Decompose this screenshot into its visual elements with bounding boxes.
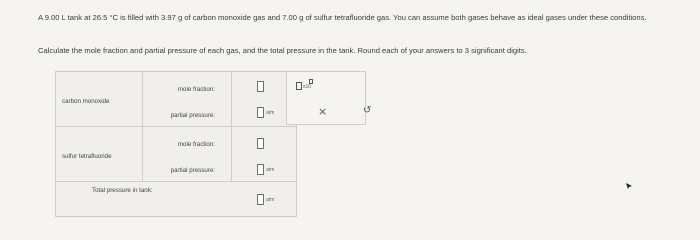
- row-divider: [56, 126, 296, 127]
- mouse-cursor-icon: [625, 182, 633, 190]
- co-partial-pressure-input[interactable]: [257, 107, 264, 118]
- partial-pressure-label: partial pressure:: [170, 167, 215, 174]
- undo-button[interactable]: ↺: [363, 105, 372, 116]
- gas-name-carbon-monoxide: carbon monoxide: [62, 98, 110, 105]
- atm-unit: atm: [266, 167, 275, 173]
- tool-panel: [286, 71, 372, 125]
- clear-button[interactable]: ×: [318, 105, 328, 118]
- exponent-box-icon: [309, 79, 313, 84]
- scientific-notation-button[interactable]: [296, 79, 324, 93]
- x10-label: x10: [303, 84, 312, 90]
- mantissa-box-icon: [296, 82, 302, 90]
- total-pressure-input[interactable]: [257, 194, 264, 205]
- problem-instruction: Calculate the mole fraction and partial pressure of each gas, and the total pressure in the tank. Round each of your answers to 3 significant digits.: [38, 46, 527, 55]
- answer-table: [55, 71, 297, 217]
- partial-pressure-label: partial pressure:: [170, 112, 215, 119]
- co-mole-fraction-input[interactable]: [257, 81, 264, 92]
- sf4-mole-fraction-input[interactable]: [257, 138, 264, 149]
- atm-unit: atm: [266, 197, 275, 203]
- row-divider: [56, 181, 296, 182]
- problem-statement: A 9.00 L tank at 26.5 °C is filled with 3.97 g of carbon monoxide gas and 7.00 g of sulfur tetrafluoride gas. You can assume both gases behave as ideal gases under these conditions.: [38, 13, 647, 22]
- mole-fraction-label: mole fraction:: [177, 141, 215, 148]
- total-pressure-label: Total pressure in tank:: [92, 187, 153, 194]
- gas-name-sulfur-tetrafluoride: sulfur tetrafluoride: [62, 153, 112, 160]
- sf4-partial-pressure-input[interactable]: [257, 164, 264, 175]
- mole-fraction-label: mole fraction:: [177, 86, 215, 93]
- atm-unit: atm: [266, 110, 275, 116]
